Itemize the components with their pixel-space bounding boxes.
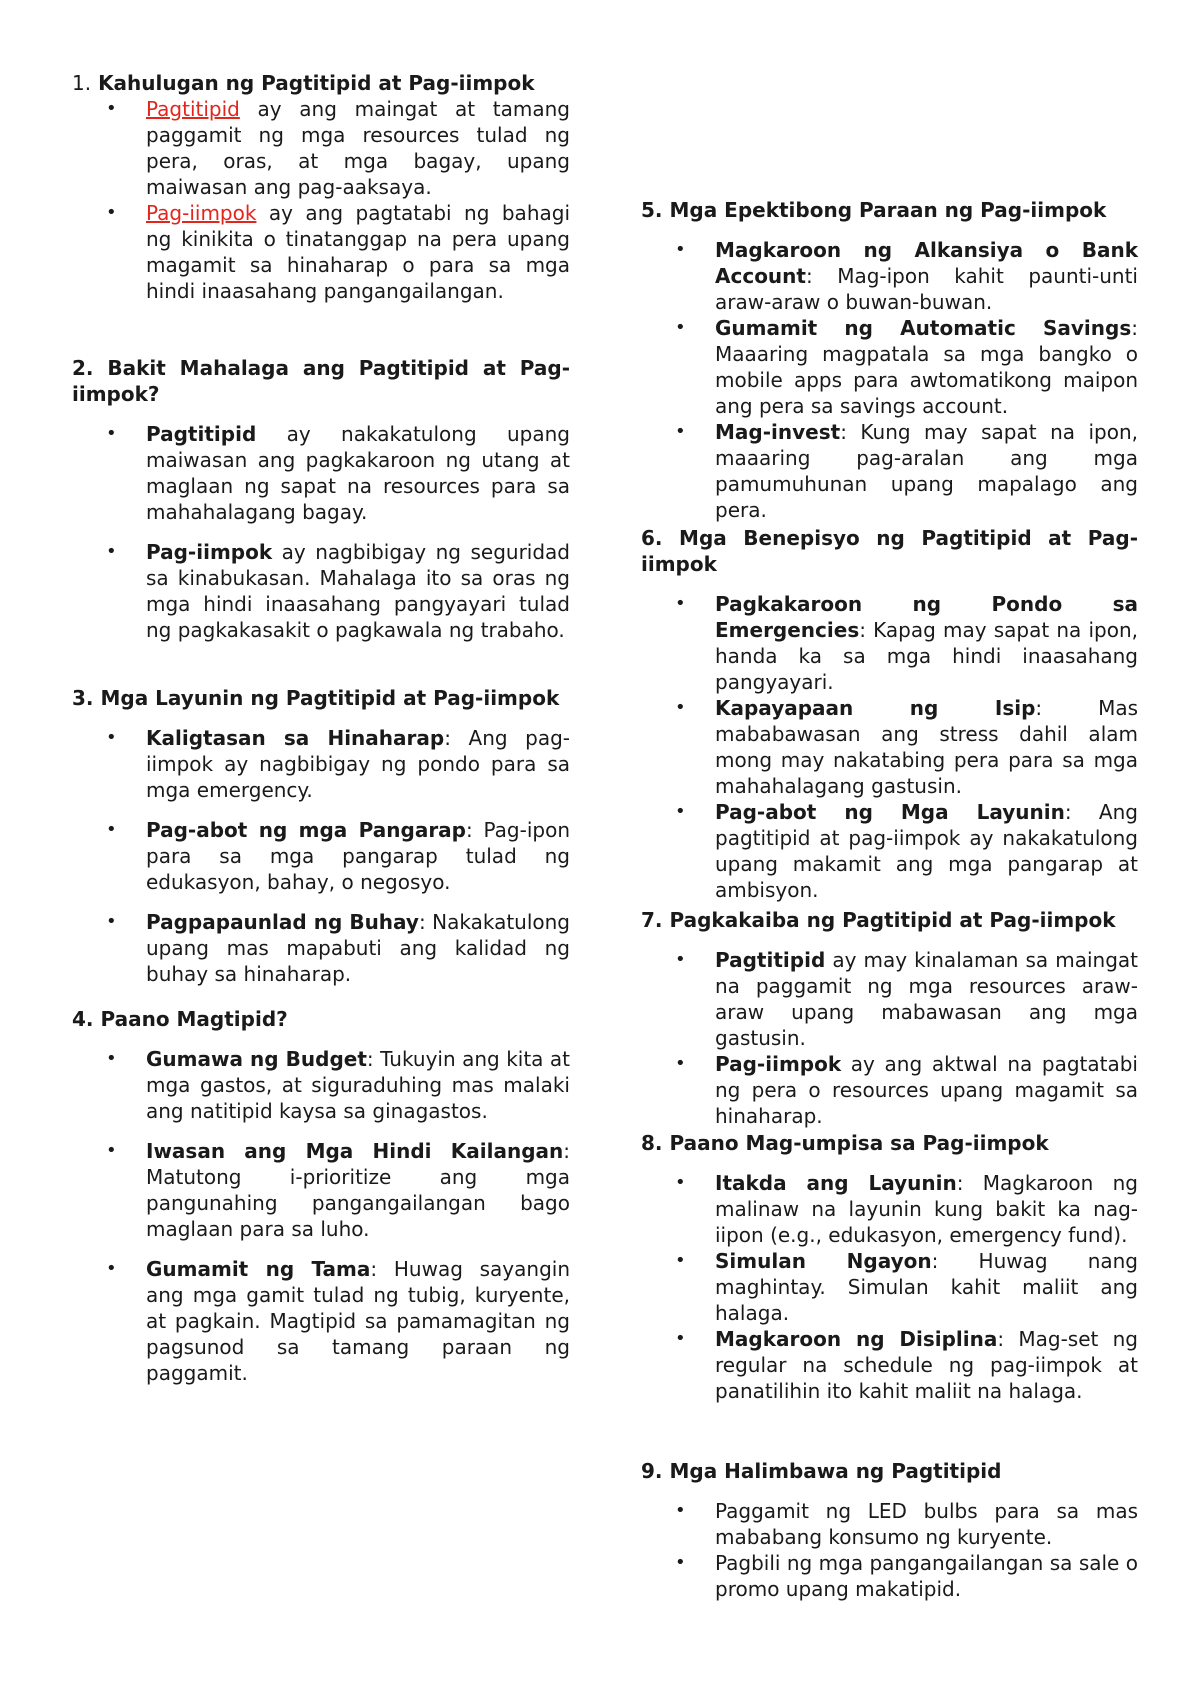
bullet-icon: •: [675, 801, 686, 822]
list-item: • Gumawa ng Budget: Tukuyin ang kita at mga gastos, at siguraduhing mas malaki ang natitipid kaysa sa ginagastos.: [106, 1047, 570, 1123]
list-item: • Gumamit ng Tama: Huwag sayangin ang mga gamit tulad ng tubig, kuryente, at pagkain. Magtipid sa pamamagitan ng pagsunod sa tamang paraan ng paggamit.: [106, 1257, 570, 1385]
bullet-icon: •: [675, 1500, 686, 1521]
bullet-icon: •: [106, 1048, 117, 1069]
bullet-icon: •: [106, 98, 117, 119]
section-5: [641, 197, 1138, 523]
section-4: [72, 1006, 570, 1400]
list-item: • Gumamit ng Automatic Savings: Maaaring magpatala sa mga bangko o mobile apps para awtomatikong maipon ang pera sa savings account.: [675, 316, 1138, 418]
bullet-icon: •: [106, 202, 117, 223]
bullet-icon: •: [675, 1552, 686, 1573]
section-6: [641, 525, 1138, 903]
list-item: • Pagpapaunlad ng Buhay: Nakakatulong upang mas mapabuti ang kalidad ng buhay sa hinaharap.: [106, 910, 571, 986]
list-item: • Pagbili ng mga pangangailangan sa sale o promo upang makatipid.: [675, 1551, 1138, 1601]
section-8-title: 8. Paano Mag-umpisa sa Pag-iimpok: [641, 1131, 1049, 1155]
list-item: • Magkaroon ng Alkansiya o Bank Account: Mag-ipon kahit paunti-unti araw-araw o buwan-buwan.: [675, 238, 1138, 314]
list-item: • Iwasan ang Mga Hindi Kailangan: Matutong i-prioritize ang mga pangunahing pangangailangan bago maglaan para sa luho.: [106, 1139, 570, 1241]
section-7: [641, 907, 1138, 1129]
list-item: • Pagtitipid ay may kinalaman sa maingat na paggamit ng mga resources araw-araw upang mabawasan ang mga gastusin.: [675, 948, 1138, 1050]
list-item: • Mag-invest: Kung may sapat na ipon, maaaring pag-aralan ang mga pamumuhunan upang mapalago ang pera.: [675, 420, 1138, 522]
list-item: • Pagtitipid ay nakakatulong upang maiwasan ang pagkakaroon ng utang at maglaan ng sapat na resources para sa mahahalagang bagay.: [106, 422, 570, 524]
bullet-icon: •: [675, 949, 686, 970]
list-item: • Pag-iimpok ay ang aktwal na pagtatabi ng pera o resources upang magamit sa hinaharap.: [675, 1052, 1138, 1128]
bullet-icon: •: [675, 1172, 686, 1193]
section-9-title: 9. Mga Halimbawa ng Pagtitipid: [641, 1459, 1002, 1483]
bullet-icon: •: [106, 727, 117, 748]
list-item: • Kapayapaan ng Isip: Mas mababawasan ang stress dahil alam mong may nakatabing pera para sa mga mahahalagang gastusin.: [675, 696, 1138, 798]
section-2: [72, 355, 570, 657]
section-3-title: 3. Mga Layunin ng Pagtitipid at Pag-iimpok: [72, 686, 560, 710]
section-3: [72, 685, 570, 1001]
list-item: • Pagkakaroon ng Pondo sa Emergencies: Kapag may sapat na ipon, handa ka sa mga hindi inaasahang pangyayari.: [675, 592, 1138, 694]
bullet-icon: •: [675, 1053, 686, 1074]
section-9: [641, 1458, 1138, 1602]
list-item: • Pagtitipid ay ang maingat at tamang paggamit ng mga resources tulad ng pera, oras, at mga bagay, upang maiwasan ang pag-aaksaya.: [106, 97, 570, 199]
section-8: [641, 1130, 1138, 1404]
list-item: • Itakda ang Layunin: Magkaroon ng malinaw na layunin kung bakit ka nag-iipon (e.g., edukasyon, emergency fund).: [675, 1171, 1138, 1247]
list-item: • Kaligtasan sa Hinaharap: Ang pag-iimpok ay nagbibigay ng pondo para sa mga emergency.: [106, 726, 570, 802]
bullet-icon: •: [106, 911, 117, 932]
list-item: • Pag-iimpok ay nagbibigay ng seguridad sa kinabukasan. Mahalaga ito sa oras ng mga hindi inaasahang pangyayari tulad ng pagkakasakit o pagkawala ng trabaho.: [106, 540, 570, 642]
bullet-icon: •: [675, 317, 686, 338]
list-item: • Pag-abot ng Mga Layunin: Ang pagtitipid at pag-iimpok ay nakakatulong upang makamit ang mga pangarap at ambisyon.: [675, 800, 1138, 902]
section-7-title: 7. Pagkakaiba ng Pagtitipid at Pag-iimpok: [641, 908, 1116, 932]
list-item: • Magkaroon ng Disiplina: Mag-set ng regular na schedule ng pag-iimpok at panatilihin ito kahit maliit na halaga.: [675, 1327, 1138, 1403]
list-item: • Pag-iimpok ay ang pagtatabi ng bahagi ng kinikita o tinatanggap na pera upang magamit sa hinaharap o para sa mga hindi inaasahang pangangailangan.: [106, 201, 570, 303]
bullet-icon: •: [675, 697, 686, 718]
bullet-icon: •: [106, 1258, 117, 1279]
section-1: [72, 70, 570, 304]
section-5-title: 5. Mga Epektibong Paraan ng Pag-iimpok: [641, 198, 1107, 222]
section-4-title: 4. Paano Magtipid?: [72, 1007, 288, 1031]
list-item: • Simulan Ngayon: Huwag nang maghintay. Simulan kahit maliit ang halaga.: [675, 1249, 1139, 1325]
bullet-icon: •: [106, 1140, 117, 1161]
bullet-icon: •: [675, 239, 686, 260]
bullet-icon: •: [675, 593, 686, 614]
bullet-icon: •: [106, 541, 117, 562]
section-2-title: 2. Bakit Mahalaga ang Pagtitipid at Pag-iimpok?: [72, 356, 570, 406]
list-item: • Paggamit ng LED bulbs para sa mas mababang konsumo ng kuryente.: [675, 1499, 1138, 1549]
list-item: • Pag-abot ng mga Pangarap: Pag-ipon para sa mga pangarap tulad ng edukasyon, bahay, o negosyo.: [106, 818, 570, 894]
bullet-icon: •: [106, 423, 117, 444]
bullet-icon: •: [106, 819, 117, 840]
section-1-title: 1. Kahulugan ng Pagtitipid at Pag-iimpok: [72, 71, 535, 95]
section-6-title: 6. Mga Benepisyo ng Pagtitipid at Pag-iimpok: [641, 526, 1138, 576]
bullet-icon: •: [675, 421, 686, 442]
bullet-icon: •: [675, 1328, 686, 1349]
bullet-icon: •: [675, 1250, 686, 1271]
